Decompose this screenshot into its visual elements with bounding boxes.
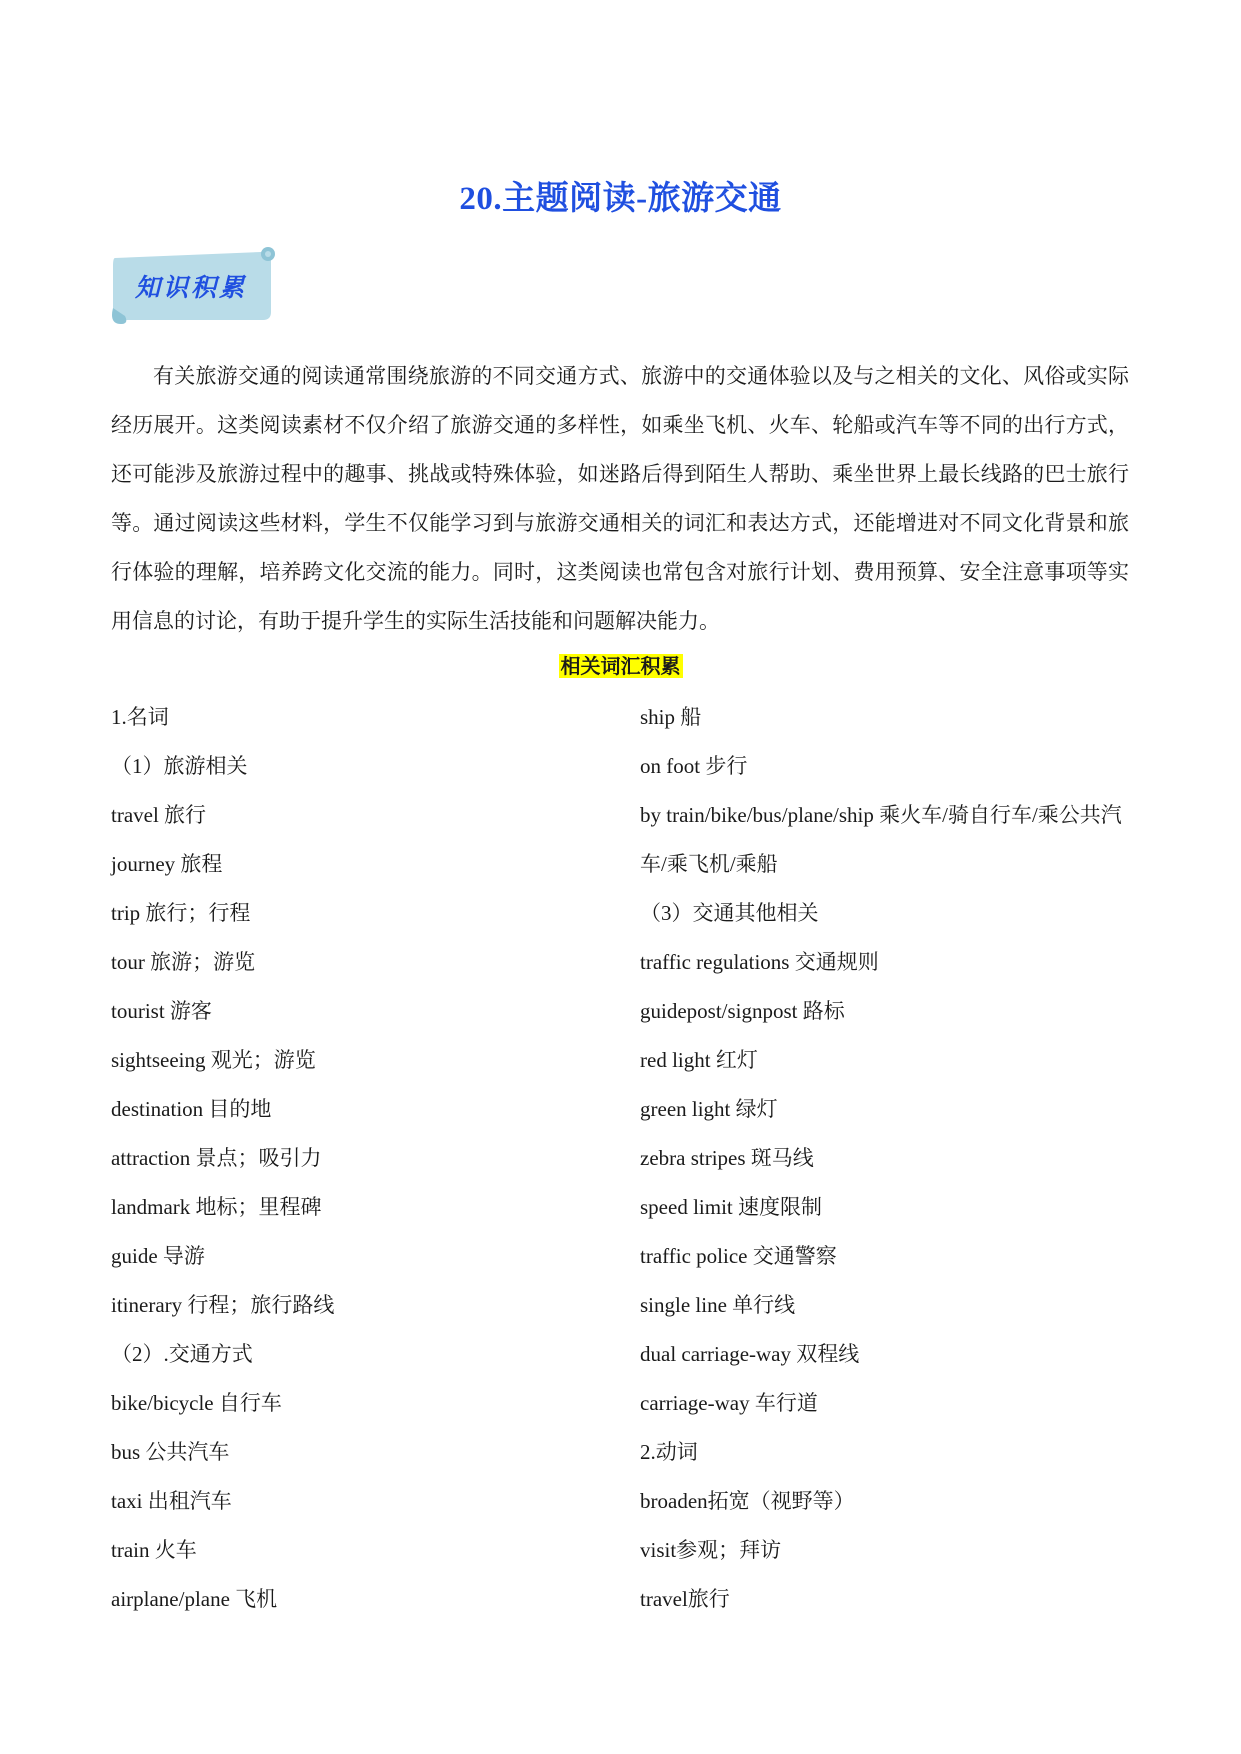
section-heading (0, 650, 1241, 679)
list-item: airplane/plane 飞机 (111, 1587, 278, 1611)
list-item: itinerary 行程；旅行路线 (111, 1293, 335, 1317)
list-item: green light 绿灯 (640, 1097, 778, 1121)
list-item: travel旅行 (640, 1587, 730, 1611)
list-item: speed limit 速度限制 (640, 1195, 822, 1219)
list-item: tour 旅游；游览 (111, 950, 256, 974)
list-item: （3）交通其他相关 (640, 901, 819, 925)
list-item: bike/bicycle 自行车 (111, 1391, 282, 1415)
list-item: 1.名词 (111, 705, 169, 729)
list-item: taxi 出租汽车 (111, 1489, 232, 1513)
list-item: zebra stripes 斑马线 (640, 1146, 814, 1170)
list-item: visit参观；拜访 (640, 1538, 782, 1562)
vocab-list-right (640, 693, 1140, 1624)
list-item: by train/bike/bus/plane/ship 乘火车/骑自行车/乘公共汽车/乘飞机/乘船 (640, 803, 1122, 876)
list-item: train 火车 (111, 1538, 197, 1562)
list-item: attraction 景点；吸引力 (111, 1146, 322, 1170)
list-item: journey 旅程 (111, 852, 223, 876)
list-item: traffic police 交通警察 (640, 1244, 837, 1268)
list-item: landmark 地标；里程碑 (111, 1195, 322, 1219)
vocab-list-left (111, 693, 611, 1624)
list-item: travel 旅行 (111, 803, 207, 827)
list-item: sightseeing 观光；游览 (111, 1048, 316, 1072)
list-item: guidepost/signpost 路标 (640, 999, 845, 1023)
list-item: （1）旅游相关 (111, 754, 248, 778)
list-item: broaden拓宽（视野等） (640, 1489, 855, 1513)
intro-paragraph: 有关旅游交通的阅读通常围绕旅游的不同交通方式、旅游中的交通体验以及与之相关的文化、风俗或实际经历展开。这类阅读素材不仅介绍了旅游交通的多样性，如乘坐飞机、火车、轮船或汽车等不同的出行方式，还可能涉及旅游过程中的趣事、挑战或特殊体验，如迷路后得到陌生人帮助、乘坐世界上最长线路的巴士旅行等。通过阅读这些材料，学生不仅能学习到与旅游交通相关的词汇和表达方式，还能增进对不同文化背景和旅行体验的理解，培养跨文化交流的能力。同时，这类阅读也常包含对旅行计划、费用预算、安全注意事项等实用信息的讨论，有助于提升学生的实际生活技能和问题解决能力。 (111, 364, 1129, 633)
section-heading-text: 相关词汇积累 (560, 654, 681, 678)
list-item: guide 导游 (111, 1244, 205, 1268)
list-item: single line 单行线 (640, 1293, 796, 1317)
list-item: ship 船 (640, 705, 702, 729)
list-item: bus 公共汽车 (111, 1440, 230, 1464)
list-item: traffic regulations 交通规则 (640, 950, 879, 974)
list-item: tourist 游客 (111, 999, 212, 1023)
list-item: red light 红灯 (640, 1048, 758, 1072)
list-item: 2.动词 (640, 1440, 698, 1464)
badge-label: 知识积累 (135, 273, 248, 302)
list-item: carriage-way 车行道 (640, 1391, 818, 1415)
list-item: trip 旅行；行程 (111, 901, 251, 925)
list-item: destination 目的地 (111, 1097, 272, 1121)
list-item: dual carriage-way 双程线 (640, 1342, 860, 1366)
page-title: 20.主题阅读-旅游交通 (459, 181, 782, 217)
list-item: （2）.交通方式 (111, 1342, 253, 1366)
list-item: on foot 步行 (640, 754, 748, 778)
section-badge (111, 246, 277, 328)
